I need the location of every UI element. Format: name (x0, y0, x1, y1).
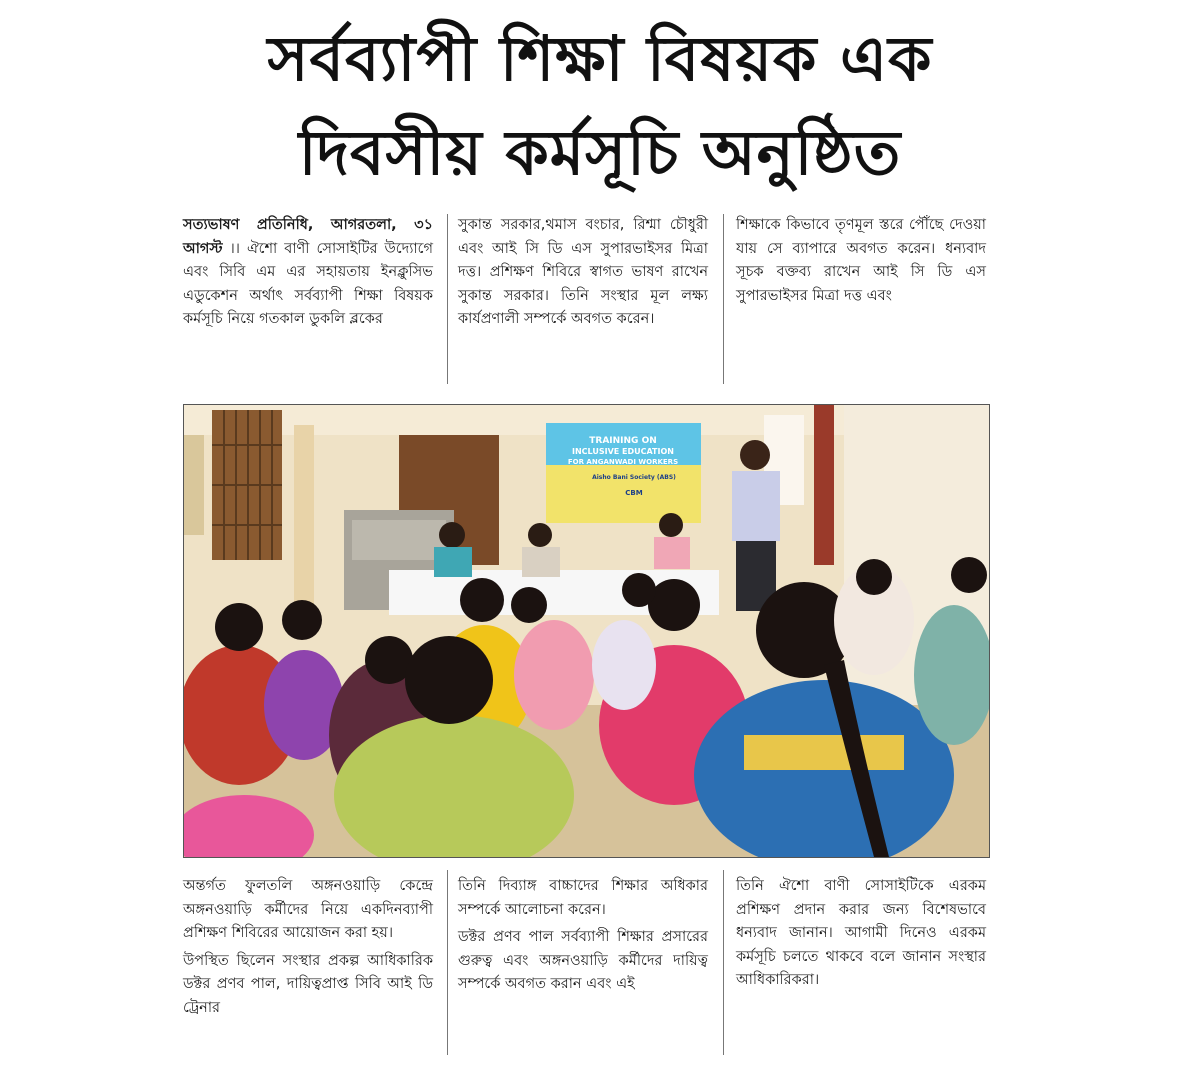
event-photo (183, 404, 990, 858)
banner-line-1: TRAINING ON (589, 436, 657, 446)
column-divider (447, 214, 448, 384)
headline (150, 12, 1050, 200)
byline: সত্যভাষণ প্রতিনিধি, আগরতলা, ৩১ আগস্ট (183, 217, 433, 257)
headline-line-2: দিবসীয় কর্মসূচি অনুষ্ঠিত (298, 116, 902, 189)
article-text: শিক্ষাকে কিভাবে তৃণমূল স্তরে পৌঁছে দেওয়া যায় সে ব্যাপারে অবগত করেন। ধন্যবাদ সূচক বক্তব্য রাখেন আই সি ডি এস সুপারভাইসর মিত্রা দত্ত এবং (736, 217, 986, 304)
article-paragraph: তিনি ঐশো বাণী সোসাইটিকে এরকম প্রশিক্ষণ প্রদান করার জন্য বিশেষভাবে ধন্যবাদ জানান। আগামী দিনেও এরকম কর্মসূচি চলতে থাকবে বলে জানান সংস্থার আধিকারিকরা। (736, 878, 986, 988)
article-text: ।। ঐশো বাণী সোসাইটির উদ্যোগে এবং সিবি এম এর সহায়তায় ইনক্লুসিভ এডুকেশন অর্থাৎ সর্বব্যাপী শিক্ষা বিষয়ক কর্মসূচি নিয়ে গতকাল ডুকলি ব্লকের (183, 240, 433, 327)
column-divider (723, 214, 724, 384)
article-paragraph: তিনি দিব্যাঙ্গ বাচ্চাদের শিক্ষার অধিকার সম্পর্কে আলোচনা করেন। (458, 878, 708, 918)
article-column-3-bottom (736, 875, 986, 997)
article-paragraph: অন্তর্গত ফুলতলি অঙ্গনওয়াড়ি কেন্দ্রে অঙ্গনওয়াড়ি কর্মীদের নিয়ে একদিনব্যাপী প্রশিক্ষণ শিবিরের আয়োজন করা হয়। (183, 878, 433, 941)
banner-org: Aisho Bani Society (ABS) (592, 474, 676, 481)
article-column-1-top (183, 214, 433, 336)
article-column-1-bottom (183, 875, 433, 1024)
article-paragraph: উপস্থিত ছিলেন সংস্থার প্রকল্প আধিকারিক ডক্টর প্রণব পাল, দায়িত্বপ্রাপ্ত সিবি আই ডি ট্রেনার (183, 952, 433, 1016)
article-paragraph: ডক্টর প্রণব পাল সর্বব্যাপী শিক্ষার প্রসারের গুরুত্ব এবং অঙ্গনওয়াড়ি কর্মীদের দায়িত্ব সম্পর্কে অবগত করান এবং এই (458, 929, 708, 992)
article-column-2-bottom (458, 875, 708, 1001)
headline-line-1: সর্বব্যাপী শিক্ষা বিষয়ক এক (267, 22, 933, 95)
banner-support: CBM (625, 489, 643, 497)
banner-line-3: FOR ANGANWADI WORKERS (567, 458, 679, 466)
column-divider (447, 870, 448, 1055)
column-divider (723, 870, 724, 1055)
article-column-2-top (458, 214, 708, 336)
article-column-3-top (736, 214, 986, 312)
event-photo-image (184, 405, 989, 857)
banner-line-2: INCLUSIVE EDUCATION (571, 447, 675, 456)
article-text: সুকান্ত সরকার,থমাস বংচার, রিশ্মা চৌধুরী এবং আই সি ডি এস সুপারভাইসর মিত্রা দত্ত। প্রশিক্ষণ শিবিরে স্বাগত ভাষণ রাখেন সুকান্ত সরকার। তিনি সংস্থার মূল লক্ষ্য কার্যপ্রণালী সম্পর্কে অবগত করেন। (458, 217, 708, 327)
